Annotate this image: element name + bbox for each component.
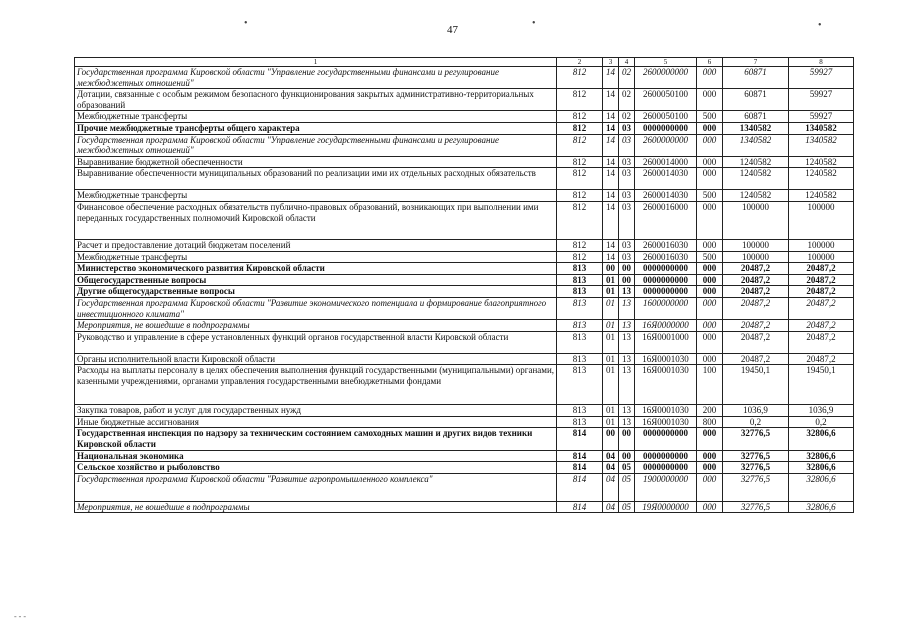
section-code: 01 [603,353,619,365]
expense-type-code: 000 [697,156,723,168]
column-number-row [75,58,854,67]
section-code: 01 [603,286,619,298]
expense-type-code: 000 [697,286,723,298]
ministry-code: 813 [557,353,603,365]
subsection-code: 13 [619,405,635,417]
ministry-code: 814 [557,462,603,474]
amount-year-1: 1240582 [723,190,789,202]
table-row [75,450,854,462]
row-name: Государственная программа Кировской области "Управление государственными финансами и регулирование межбюджетных отношений" [75,67,557,89]
table-row [75,67,854,89]
section-code: 01 [603,297,619,319]
subsection-code: 05 [619,501,635,513]
subsection-code: 13 [619,353,635,365]
ministry-code: 812 [557,67,603,89]
row-name: Государственная программа Кировской области "Развитие экономического потенциала и формирование благоприятного инвестиционного климата" [75,297,557,319]
subsection-code: 03 [619,168,635,190]
section-code: 14 [603,67,619,89]
section-code: 14 [603,111,619,123]
amount-year-1: 20487,2 [723,353,789,365]
amount-year-2: 20487,2 [789,297,854,319]
row-name: Расходы на выплаты персоналу в целях обеспечения выполнения функций государственными (муниципальными) органами, казенными учреждениями, органами управления государственными внебюджетными фондами [75,365,557,405]
subsection-code: 03 [619,190,635,202]
expense-type-code: 000 [697,239,723,251]
target-article-code: 0000000000 [635,450,697,462]
ministry-code: 814 [557,428,603,450]
expense-type-code: 000 [697,89,723,111]
subsection-code: 00 [619,428,635,450]
subsection-code: 03 [619,251,635,263]
section-code: 14 [603,122,619,134]
target-article-code: 2600050100 [635,111,697,123]
ministry-code: 812 [557,134,603,156]
section-code: 14 [603,89,619,111]
amount-year-1: 20487,2 [723,320,789,332]
target-article-code: 16Я0000000 [635,320,697,332]
amount-year-2: 59927 [789,67,854,89]
amount-year-1: 32776,5 [723,428,789,450]
row-name: Межбюджетные трансферты [75,251,557,263]
amount-year-2: 32806,6 [789,501,854,513]
subsection-code: 05 [619,473,635,501]
amount-year-2: 32806,6 [789,473,854,501]
expense-type-code: 000 [697,320,723,332]
column-number: 6 [697,58,723,67]
amount-year-2: 1340582 [789,134,854,156]
table-row [75,462,854,474]
subsection-code: 13 [619,297,635,319]
amount-year-1: 20487,2 [723,274,789,286]
row-name: Министерство экономического развития Кировской области [75,263,557,275]
expense-type-code: 000 [697,473,723,501]
amount-year-2: 1036,9 [789,405,854,417]
ministry-code: 813 [557,274,603,286]
section-code: 14 [603,134,619,156]
row-name: Расчет и предоставление дотаций бюджетам поселений [75,239,557,251]
section-code: 14 [603,190,619,202]
target-article-code: 2600050100 [635,89,697,111]
ministry-code: 812 [557,168,603,190]
subsection-code: 02 [619,111,635,123]
section-code: 04 [603,462,619,474]
table-row [75,122,854,134]
amount-year-1: 60871 [723,89,789,111]
table-row [75,416,854,428]
column-number: 5 [635,58,697,67]
amount-year-2: 20487,2 [789,274,854,286]
table-row [75,501,854,513]
amount-year-1: 100000 [723,201,789,239]
column-number: 4 [619,58,635,67]
section-code: 04 [603,450,619,462]
amount-year-1: 20487,2 [723,263,789,275]
ministry-code: 814 [557,473,603,501]
scan-speck: • [244,18,248,29]
table-row [75,168,854,190]
ministry-code: 813 [557,405,603,417]
row-name: Государственная инспекция по надзору за техническим состоянием самоходных машин и других видов техники Кировской области [75,428,557,450]
ministry-code: 813 [557,297,603,319]
amount-year-2: 20487,2 [789,353,854,365]
expense-type-code: 000 [697,462,723,474]
table-row [75,286,854,298]
ministry-code: 812 [557,201,603,239]
amount-year-2: 20487,2 [789,263,854,275]
table-row [75,297,854,319]
amount-year-2: 20487,2 [789,320,854,332]
expense-type-code: 000 [697,67,723,89]
budget-table [74,57,854,513]
amount-year-2: 1340582 [789,122,854,134]
expense-type-code: 000 [697,201,723,239]
row-name: Финансовое обеспечение расходных обязательств публично-правовых образований, возникающих при выполнении ими переданных государственных полномочий Кировской области [75,201,557,239]
target-article-code: 0000000000 [635,428,697,450]
table-row [75,89,854,111]
section-code: 01 [603,405,619,417]
amount-year-2: 59927 [789,111,854,123]
target-article-code: 2600016000 [635,201,697,239]
expense-type-code: 000 [697,501,723,513]
subsection-code: 13 [619,286,635,298]
amount-year-2: 32806,6 [789,462,854,474]
row-name: Иные бюджетные ассигнования [75,416,557,428]
column-number: 7 [723,58,789,67]
section-code: 14 [603,168,619,190]
amount-year-1: 100000 [723,239,789,251]
amount-year-2: 100000 [789,201,854,239]
row-name: Мероприятия, не вошедшие в подпрограммы [75,501,557,513]
expense-type-code: 000 [697,122,723,134]
section-code: 00 [603,263,619,275]
row-name: Сельское хозяйство и рыболовство [75,462,557,474]
amount-year-1: 60871 [723,111,789,123]
expense-type-code: 000 [697,274,723,286]
expense-type-code: 000 [697,168,723,190]
target-article-code: 0000000000 [635,122,697,134]
page-number: 47 [447,24,458,36]
table-row [75,134,854,156]
section-code: 04 [603,501,619,513]
subsection-code: 03 [619,122,635,134]
table-row [75,428,854,450]
expense-type-code: 500 [697,111,723,123]
section-code: 14 [603,201,619,239]
row-name: Выравнивание обеспеченности муниципальных образований по реализации ими их отдельных расходных обязательств [75,168,557,190]
ministry-code: 812 [557,111,603,123]
subsection-code: 13 [619,331,635,353]
scan-speck: • [532,18,536,29]
subsection-code: 13 [619,320,635,332]
target-article-code: 2600016030 [635,251,697,263]
amount-year-2: 32806,6 [789,428,854,450]
table-row [75,239,854,251]
subsection-code: 00 [619,263,635,275]
section-code: 14 [603,239,619,251]
target-article-code: 2600000000 [635,67,697,89]
subsection-code: 02 [619,89,635,111]
amount-year-1: 20487,2 [723,297,789,319]
expense-type-code: 800 [697,416,723,428]
amount-year-1: 100000 [723,251,789,263]
ministry-code: 813 [557,416,603,428]
subsection-code: 03 [619,201,635,239]
expense-type-code: 500 [697,190,723,202]
row-name: Межбюджетные трансферты [75,190,557,202]
expense-type-code: 000 [697,297,723,319]
subsection-code: 03 [619,156,635,168]
target-article-code: 1900000000 [635,473,697,501]
amount-year-2: 59927 [789,89,854,111]
subsection-code: 03 [619,239,635,251]
amount-year-1: 0,2 [723,416,789,428]
column-number: 2 [557,58,603,67]
column-number: 3 [603,58,619,67]
expense-type-code: 000 [697,263,723,275]
amount-year-1: 32776,5 [723,462,789,474]
row-name: Межбюджетные трансферты [75,111,557,123]
amount-year-1: 32776,5 [723,501,789,513]
section-code: 01 [603,320,619,332]
amount-year-1: 32776,5 [723,450,789,462]
row-name: Государственная программа Кировской области "Управление государственными финансами и регулирование межбюджетных отношений" [75,134,557,156]
target-article-code: 16Я0001030 [635,405,697,417]
amount-year-1: 60871 [723,67,789,89]
table-row [75,201,854,239]
target-article-code: 2600014000 [635,156,697,168]
row-name: Выравнивание бюджетной обеспеченности [75,156,557,168]
section-code: 01 [603,365,619,405]
target-article-code: 2600016030 [635,239,697,251]
ministry-code: 812 [557,122,603,134]
table-row [75,251,854,263]
expense-type-code: 000 [697,353,723,365]
target-article-code: 0000000000 [635,462,697,474]
target-article-code: 16Я0001030 [635,416,697,428]
ministry-code: 812 [557,190,603,202]
ministry-code: 813 [557,365,603,405]
ministry-code: 813 [557,331,603,353]
table-row [75,405,854,417]
amount-year-2: 32806,6 [789,450,854,462]
row-name: Мероприятия, не вошедшие в подпрограммы [75,320,557,332]
section-code: 14 [603,156,619,168]
target-article-code: 0000000000 [635,274,697,286]
amount-year-1: 1240582 [723,156,789,168]
amount-year-1: 19450,1 [723,365,789,405]
section-code: 01 [603,274,619,286]
ministry-code: 812 [557,156,603,168]
ministry-code: 813 [557,286,603,298]
amount-year-1: 20487,2 [723,331,789,353]
subsection-code: 02 [619,67,635,89]
target-article-code: 16Я0001030 [635,365,697,405]
section-code: 14 [603,251,619,263]
amount-year-2: 1240582 [789,190,854,202]
target-article-code: 0000000000 [635,263,697,275]
ministry-code: 812 [557,239,603,251]
amount-year-1: 1340582 [723,134,789,156]
scan-speck: - - - [14,612,26,621]
section-code: 01 [603,331,619,353]
ministry-code: 814 [557,450,603,462]
row-name: Национальная экономика [75,450,557,462]
target-article-code: 2600014030 [635,190,697,202]
amount-year-1: 32776,5 [723,473,789,501]
expense-type-code: 500 [697,251,723,263]
target-article-code: 19Я0000000 [635,501,697,513]
ministry-code: 812 [557,251,603,263]
table-row [75,353,854,365]
row-name: Другие общегосударственные вопросы [75,286,557,298]
table-row [75,473,854,501]
target-article-code: 2600014030 [635,168,697,190]
ministry-code: 813 [557,263,603,275]
table-row [75,190,854,202]
target-article-code: 16Я0001030 [635,353,697,365]
target-article-code: 1600000000 [635,297,697,319]
subsection-code: 05 [619,462,635,474]
target-article-code: 16Я0001000 [635,331,697,353]
amount-year-2: 20487,2 [789,331,854,353]
ministry-code: 814 [557,501,603,513]
section-code: 01 [603,416,619,428]
row-name: Государственная программа Кировской области "Развитие агропромышленного комплекса" [75,473,557,501]
subsection-code: 13 [619,416,635,428]
amount-year-1: 1340582 [723,122,789,134]
amount-year-1: 1036,9 [723,405,789,417]
amount-year-2: 19450,1 [789,365,854,405]
table-row [75,156,854,168]
table-row [75,320,854,332]
scan-speck: • [818,20,822,31]
table-row [75,274,854,286]
table-row [75,263,854,275]
amount-year-2: 0,2 [789,416,854,428]
table-row [75,331,854,353]
section-code: 00 [603,428,619,450]
row-name: Органы исполнительной власти Кировской области [75,353,557,365]
amount-year-1: 1240582 [723,168,789,190]
expense-type-code: 100 [697,365,723,405]
expense-type-code: 000 [697,450,723,462]
subsection-code: 00 [619,450,635,462]
amount-year-2: 100000 [789,251,854,263]
amount-year-2: 20487,2 [789,286,854,298]
expense-type-code: 200 [697,405,723,417]
column-number: 8 [789,58,854,67]
row-name: Общегосударственные вопросы [75,274,557,286]
amount-year-2: 100000 [789,239,854,251]
ministry-code: 812 [557,89,603,111]
row-name: Дотации, связанные с особым режимом безопасного функционирования закрытых административно-территориальных образований [75,89,557,111]
row-name: Руководство и управление в сфере установленных функций органов государственной власти Кировской области [75,331,557,353]
target-article-code: 0000000000 [635,286,697,298]
amount-year-2: 1240582 [789,168,854,190]
subsection-code: 13 [619,365,635,405]
subsection-code: 00 [619,274,635,286]
expense-type-code: 000 [697,134,723,156]
amount-year-2: 1240582 [789,156,854,168]
expense-type-code: 000 [697,428,723,450]
column-number: 1 [75,58,557,67]
target-article-code: 2600000000 [635,134,697,156]
expense-type-code: 000 [697,331,723,353]
row-name: Закупка товаров, работ и услуг для государственных нужд [75,405,557,417]
ministry-code: 813 [557,320,603,332]
table-row [75,365,854,405]
subsection-code: 03 [619,134,635,156]
section-code: 04 [603,473,619,501]
table-row [75,111,854,123]
row-name: Прочие межбюджетные трансферты общего характера [75,122,557,134]
amount-year-1: 20487,2 [723,286,789,298]
